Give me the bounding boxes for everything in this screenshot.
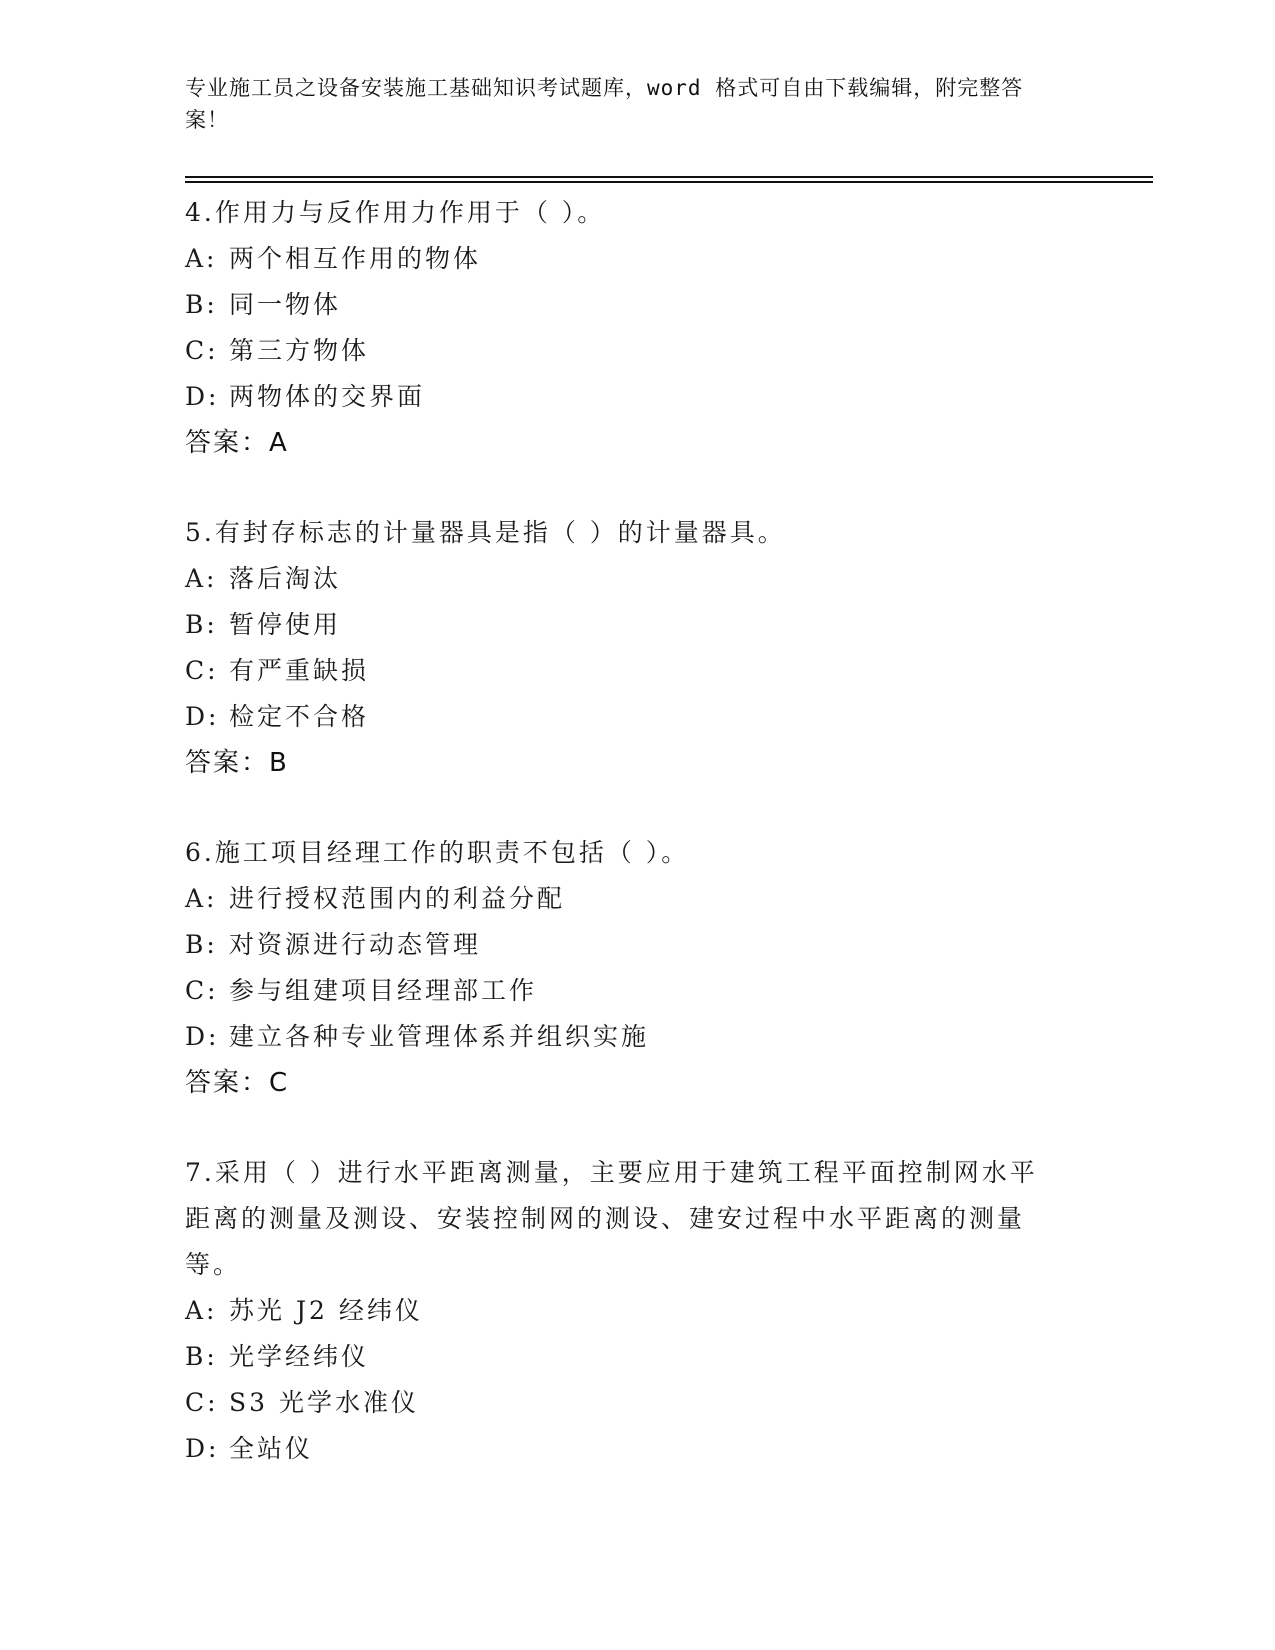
question-7 bbox=[185, 1150, 1085, 1472]
option-letter: D: bbox=[185, 1022, 220, 1051]
question-4 bbox=[185, 190, 1085, 466]
option-text: 对资源进行动态管理 bbox=[229, 930, 482, 959]
header-note: 专业施工员之设备安装施工基础知识考试题库，word 格式可自由下载编辑，附完整答案！ bbox=[185, 76, 1024, 132]
option-text: 光学经纬仪 bbox=[229, 1342, 370, 1371]
option-c bbox=[185, 968, 1085, 1014]
option-letter: D: bbox=[185, 382, 220, 411]
option-text: 有严重缺损 bbox=[229, 656, 370, 685]
option-letter: D: bbox=[185, 1434, 220, 1463]
option-text: 两物体的交界面 bbox=[229, 382, 426, 411]
option-a bbox=[185, 1288, 1085, 1334]
option-text: 全站仪 bbox=[229, 1434, 314, 1463]
question-stem: 7.采用（ ）进行水平距离测量，主要应用于建筑工程平面控制网水平距离的测量及测设、安装控制网的测设、建安过程中水平距离的测量等。 bbox=[185, 1158, 1038, 1279]
option-a bbox=[185, 236, 1085, 282]
option-letter: B: bbox=[185, 1342, 218, 1371]
answer-label: 答案： bbox=[185, 1068, 270, 1098]
answer-value: B bbox=[269, 748, 287, 778]
answer-label: 答案： bbox=[185, 428, 270, 458]
option-text: 落后淘汰 bbox=[229, 564, 342, 593]
option-c bbox=[185, 1380, 1085, 1426]
option-text: 检定不合格 bbox=[229, 702, 370, 731]
option-letter: A: bbox=[185, 244, 218, 273]
header-divider-top bbox=[185, 176, 1153, 178]
header-divider-bottom bbox=[185, 181, 1153, 183]
answer-label: 答案： bbox=[185, 748, 270, 778]
option-letter: B: bbox=[185, 610, 218, 639]
option-d bbox=[185, 694, 1085, 740]
option-text: S3 光学水准仪 bbox=[229, 1388, 419, 1417]
option-letter: B: bbox=[185, 290, 218, 319]
question-stem: 6.施工项目经理工作的职责不包括（ ）。 bbox=[185, 838, 690, 867]
option-text: 同一物体 bbox=[229, 290, 342, 319]
option-d bbox=[185, 374, 1085, 420]
option-text: 进行授权范围内的利益分配 bbox=[229, 884, 566, 913]
answer bbox=[185, 1060, 1085, 1106]
option-b bbox=[185, 282, 1085, 328]
option-b bbox=[185, 1334, 1085, 1380]
answer-value: A bbox=[269, 428, 287, 458]
option-letter: A: bbox=[185, 564, 218, 593]
option-letter: A: bbox=[185, 884, 218, 913]
question-6 bbox=[185, 830, 1085, 1106]
option-b bbox=[185, 602, 1085, 648]
question-list bbox=[185, 190, 1085, 1516]
option-text: 暂停使用 bbox=[229, 610, 342, 639]
option-letter: B: bbox=[185, 930, 218, 959]
option-letter: A: bbox=[185, 1296, 218, 1325]
option-a bbox=[185, 876, 1085, 922]
answer bbox=[185, 420, 1085, 466]
option-letter: C: bbox=[185, 336, 219, 365]
option-text: 两个相互作用的物体 bbox=[229, 244, 482, 273]
option-c bbox=[185, 648, 1085, 694]
option-b bbox=[185, 922, 1085, 968]
answer bbox=[185, 740, 1085, 786]
question-stem: 4.作用力与反作用力作用于（ ）。 bbox=[185, 198, 606, 227]
option-d bbox=[185, 1426, 1085, 1472]
option-a bbox=[185, 556, 1085, 602]
option-text: 建立各种专业管理体系并组织实施 bbox=[229, 1022, 650, 1051]
option-text: 苏光 J2 经纬仪 bbox=[229, 1296, 423, 1325]
answer-value: C bbox=[269, 1068, 288, 1098]
option-letter: C: bbox=[185, 1388, 219, 1417]
option-text: 第三方物体 bbox=[229, 336, 370, 365]
option-letter: C: bbox=[185, 976, 219, 1005]
option-letter: D: bbox=[185, 702, 220, 731]
option-c bbox=[185, 328, 1085, 374]
option-d bbox=[185, 1014, 1085, 1060]
question-stem: 5.有封存标志的计量器具是指（ ）的计量器具。 bbox=[185, 518, 786, 547]
question-5 bbox=[185, 510, 1085, 786]
option-text: 参与组建项目经理部工作 bbox=[229, 976, 538, 1005]
option-letter: C: bbox=[185, 656, 219, 685]
